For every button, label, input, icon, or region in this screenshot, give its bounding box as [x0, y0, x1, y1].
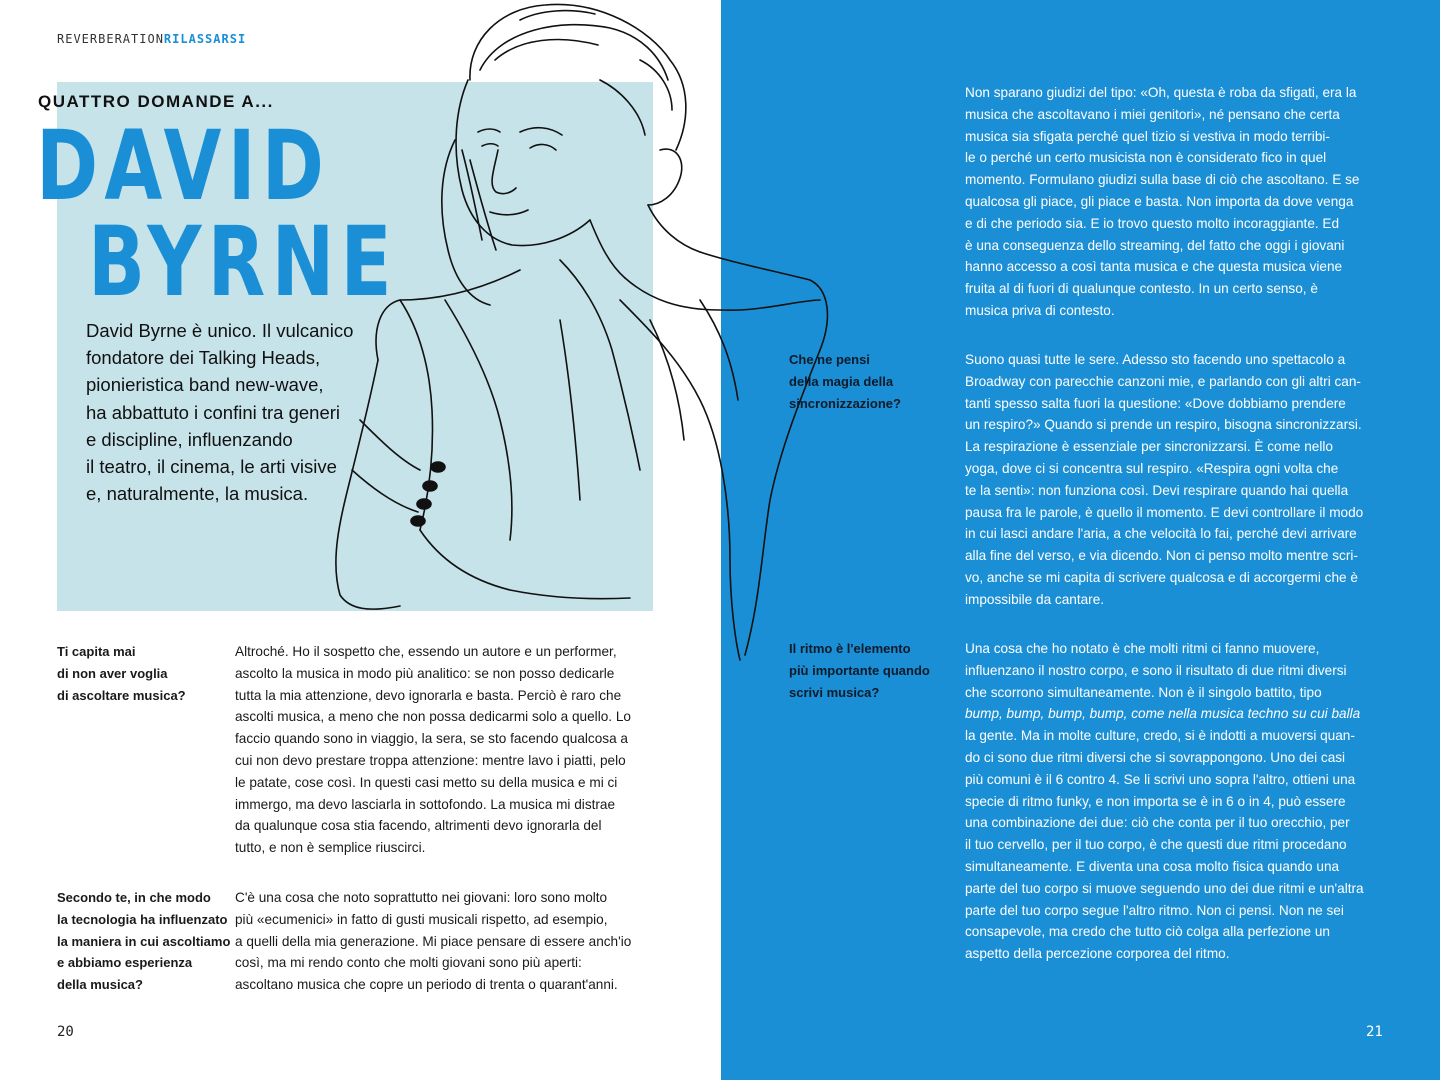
intro-line: fondatore dei Talking Heads,: [86, 347, 321, 369]
answer-2: [235, 887, 631, 996]
answer-line: musica priva di contesto.: [965, 302, 1115, 318]
title-first-name: DAVID: [36, 110, 331, 222]
question-line: di non aver voglia: [57, 665, 168, 681]
answer-line: Altroché. Ho il sospetto che, essendo un autore e un performer,: [235, 644, 617, 659]
answer-line: yoga, dove ci si concentra sul respiro. «Respira ogni volta che: [965, 460, 1339, 476]
intro-line: e discipline, influenzando: [86, 428, 293, 450]
answer-line: ascolto la musica in modo più analitico: se non posso dedicarle: [235, 665, 615, 681]
question-1: [57, 641, 186, 706]
answer-line: tutto, e non è semplice riuscirci.: [235, 840, 426, 856]
answer-line: Broadway con parecchie canzoni mie, e parlando con gli altri can-: [965, 373, 1361, 389]
question-line: della magia della: [789, 373, 894, 389]
answer-3: [965, 349, 1363, 611]
portrait-illustration: [310, 0, 830, 670]
question-line: scrivi musica?: [789, 684, 880, 700]
answer-line: così, ma mi rendo conto che molti giovani sono più aperti:: [235, 955, 582, 971]
answer-line: bump, bump, bump, bump, come nella musica techno su cui balla: [965, 706, 1361, 722]
answer-line: do ci sono due ritmi diversi che si sovrappongono. Uno dei casi: [965, 749, 1346, 765]
title-last-name: BYRNE: [88, 206, 398, 318]
question-3: [789, 349, 901, 414]
answer-line: immergo, ma devo lasciarla in sottofondo. La musica mi distrae: [235, 796, 616, 812]
answer-line: è una conseguenza dello streaming, del fatto che oggi i giovani: [965, 237, 1345, 253]
answer-line: il tuo cervello, per il tuo corpo, è che questi due ritmi procedano: [965, 837, 1347, 853]
question-line: Secondo te, in che modo: [57, 890, 211, 905]
question-line: Ti capita mai: [57, 644, 136, 659]
answer-line: hanno accesso a così tanta musica e che questa musica viene: [965, 259, 1343, 275]
kicker: QUATTRO DOMANDE A...: [38, 92, 274, 111]
question-line: la maniera in cui ascoltiamo: [57, 933, 231, 949]
intro-line: David Byrne è unico. Il vulcanico: [86, 320, 354, 341]
question-2: [57, 887, 230, 996]
answer-line: Una cosa che ho notato è che molti ritmi ci fanno muovere,: [965, 641, 1320, 656]
answer-line: impossibile da cantare.: [965, 591, 1105, 607]
answer-line: più «ecumenici» in fatto di gusti musicali rispetto, ad esempio,: [235, 911, 608, 927]
answer-line: tutta la mia attenzione, devo ignorarla e basta. Perciò è raro che: [235, 687, 622, 703]
answer-line: ascolti musica, a meno che non possa dedicarmi solo a quello. Lo: [235, 709, 631, 725]
intro-line: e, naturalmente, la musica.: [86, 483, 309, 505]
answer-line: Suono quasi tutte le sere. Adesso sto facendo uno spettacolo a: [965, 352, 1346, 367]
answer-line: qualcosa gli piace, gli piace e basta. Non importa da dove venga: [965, 193, 1354, 209]
answer-line: parte del tuo corpo si muove seguendo uno dei due ritmi e un'altra: [965, 880, 1364, 896]
answer-line: parte del tuo corpo segue l'altro ritmo. Non ci pensi. Non ne sei: [965, 902, 1344, 918]
question-line: e abbiamo esperienza: [57, 955, 193, 971]
answer-line: che scorrono simultaneamente. Non è il singolo battito, tipo: [965, 684, 1322, 700]
answer-2-continued: [965, 82, 1359, 322]
answer-line: e di che periodo sia. E io trovo questo molto incoraggiante. Ed: [965, 215, 1340, 231]
magazine-name: REVERBERATION: [57, 32, 164, 46]
answer-1: [235, 641, 631, 859]
answer-line: La respirazione è essenziale per sincronizzarsi. È come nello: [965, 439, 1333, 455]
answer-line: in cui lasci andare l'aria, a che velocità lo fai, perché devi arrivare: [965, 526, 1357, 542]
question-line: Che ne pensi: [789, 352, 870, 367]
page-number-left: 20: [57, 1024, 74, 1040]
answer-line: specie di ritmo funky, e non importa se è in 6 o in 4, può essere: [965, 793, 1346, 809]
question-4: [789, 638, 930, 703]
answer-line: cui non devo prestare troppa attenzione: mentre lavo i piatti, pelo: [235, 752, 626, 768]
question-line: la tecnologia ha influenzato: [57, 911, 228, 927]
answer-line: un respiro?» Quando si prende un respiro, bisogna sincronizzarsi.: [965, 417, 1362, 433]
answer-line: musica sia sfigata perché quel tizio si vestiva in modo terribi-: [965, 128, 1330, 144]
page-number-right: 21: [1366, 1024, 1383, 1040]
answer-line: più comuni è il 6 contro 4. Se li scrivi uno sopra l'altro, ottieni una: [965, 771, 1356, 787]
answer-line: faccio quando sono in viaggio, la sera, se sto facendo qualcosa a: [235, 731, 628, 747]
answer-line: influenzano il nostro corpo, e sono il risultato di due ritmi diversi: [965, 662, 1347, 678]
running-head: [57, 32, 246, 46]
question-line: di ascoltare musica?: [57, 687, 186, 703]
answer-line: aspetto della percezione corporea del ritmo.: [965, 946, 1230, 962]
section-name: RILASSARSI: [163, 32, 247, 46]
answer-line: simultaneamente. E diventa una cosa molto fisica quando una: [965, 858, 1340, 874]
answer-line: vo, anche se mi capita di scrivere qualcosa e di accorgermi che è: [965, 569, 1358, 585]
intro-line: pionieristica band new-wave,: [86, 374, 324, 396]
answer-line: te la senti»: non funziona così. Devi respirare quando hai quella: [965, 482, 1349, 498]
answer-line: musica che ascoltavano i miei genitori», né pensano che certa: [965, 106, 1340, 122]
answer-line: pausa fra le parole, è quello il momento. E devi controllare il modo: [965, 504, 1364, 520]
answer-line: una combinazione dei due: ciò che conta per il tuo orecchio, per: [965, 815, 1350, 831]
answer-line: a quelli della mia generazione. Mi piace pensare di essere anch'io: [235, 933, 632, 949]
answer-line: alla fine del verso, e via dicendo. Non ci penso molto mentre scri-: [965, 548, 1358, 564]
answer-line: le patate, cose così. In questi casi metto su della musica e mi ci: [235, 774, 618, 790]
answer-line: consapevole, ma credo che tutto ciò colga alla perfezione un: [965, 924, 1330, 940]
question-line: più importante quando: [789, 662, 930, 678]
answer-line: C'è una cosa che noto soprattutto nei giovani: loro sono molto: [235, 890, 608, 905]
answer-line: fruita al di fuori di qualunque contesto. In un certo senso, è: [965, 281, 1318, 297]
answer-line: da qualunque cosa stia facendo, altrimenti devo ignorarla del: [235, 818, 602, 834]
intro-line: ha abbattuto i confini tra generi: [86, 401, 341, 423]
question-line: Il ritmo è l'elemento: [789, 641, 911, 656]
answer-line: tanti spesso salta fuori la questione: «Dove dobbiamo prendere: [965, 395, 1346, 411]
question-line: sincronizzazione?: [789, 395, 901, 411]
answer-line: la gente. Ma in molte culture, credo, si è indotti a muoversi quan-: [965, 728, 1355, 744]
answer-line: ascoltano musica che copre un periodo di trenta o quarant'anni.: [235, 977, 618, 993]
answer-line: le o perché un certo musicista non è considerato fico in quel: [965, 150, 1327, 166]
question-line: della musica?: [57, 977, 143, 993]
answer-line: momento. Formulano giudizi sulla base di ciò che ascoltano. E se: [965, 172, 1360, 188]
answer-4: [965, 638, 1364, 965]
intro-line: il teatro, il cinema, le arti visive: [86, 456, 337, 478]
answer-line: Non sparano giudizi del tipo: «Oh, questa è roba da sfigati, era la: [965, 85, 1357, 100]
